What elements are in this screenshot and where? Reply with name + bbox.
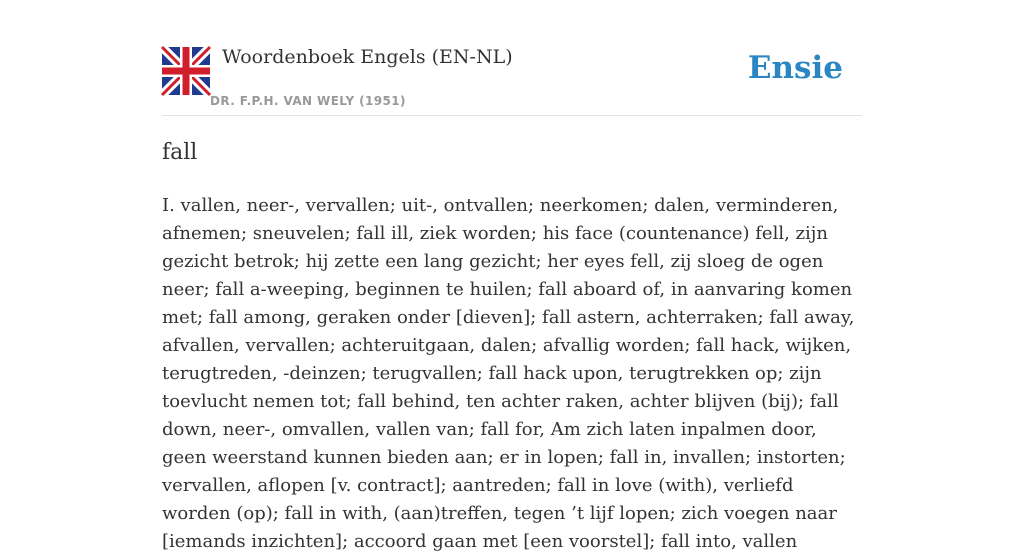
page-container xyxy=(162,0,862,552)
uk-flag-icon xyxy=(162,47,210,95)
dictionary-title: Woordenboek Engels (EN-NL) xyxy=(222,46,513,68)
dictionary-author: DR. F.P.H. VAN WELY (1951) xyxy=(210,94,406,108)
entry-definition: I. vallen, neer-, vervallen; uit-, ontvallen; neerkomen; dalen, verminderen, afnemen; sneuvelen; fall ill, ziek worden; his face (countenance) fell, zijn gezicht betrok; hij zette een lang gezicht; her eyes fell, zij sloeg de ogen neer; fall a-weeping, beginnen te huilen; fall aboard of, in aanvaring komen met; fall among, geraken onder [dieven]; fall astern, achterraken; fall away, afvallen, vervallen; achteruitgaan, dalen; afvallig worden; fall hack, wijken, terugtreden, -deinzen; terugvallen; fall hack upon, terugtrekken op; zijn toevlucht nemen tot; fall behind, ten achter raken, achter blijven (bij); fall down, neer-, omvallen, vallen van; fall for, Am zich laten inpalmen door, geen weerstand kunnen bieden aan; er in lopen; fall in, invallen; instorten; vervallen, aflopen [v. contract]; aantreden; fall in love (with), verliefd worden (op); fall in with, (aan)treffen, tegen ’t lijf lopen; zich voegen naar [iemands inzichten]; accoord gaan met [een voorstel]; fall into, vallen xyxy=(162,195,855,552)
entry-headword: fall xyxy=(162,140,198,165)
ensie-logo-link[interactable]: Ensie xyxy=(747,50,843,86)
dictionary-header xyxy=(162,0,862,116)
